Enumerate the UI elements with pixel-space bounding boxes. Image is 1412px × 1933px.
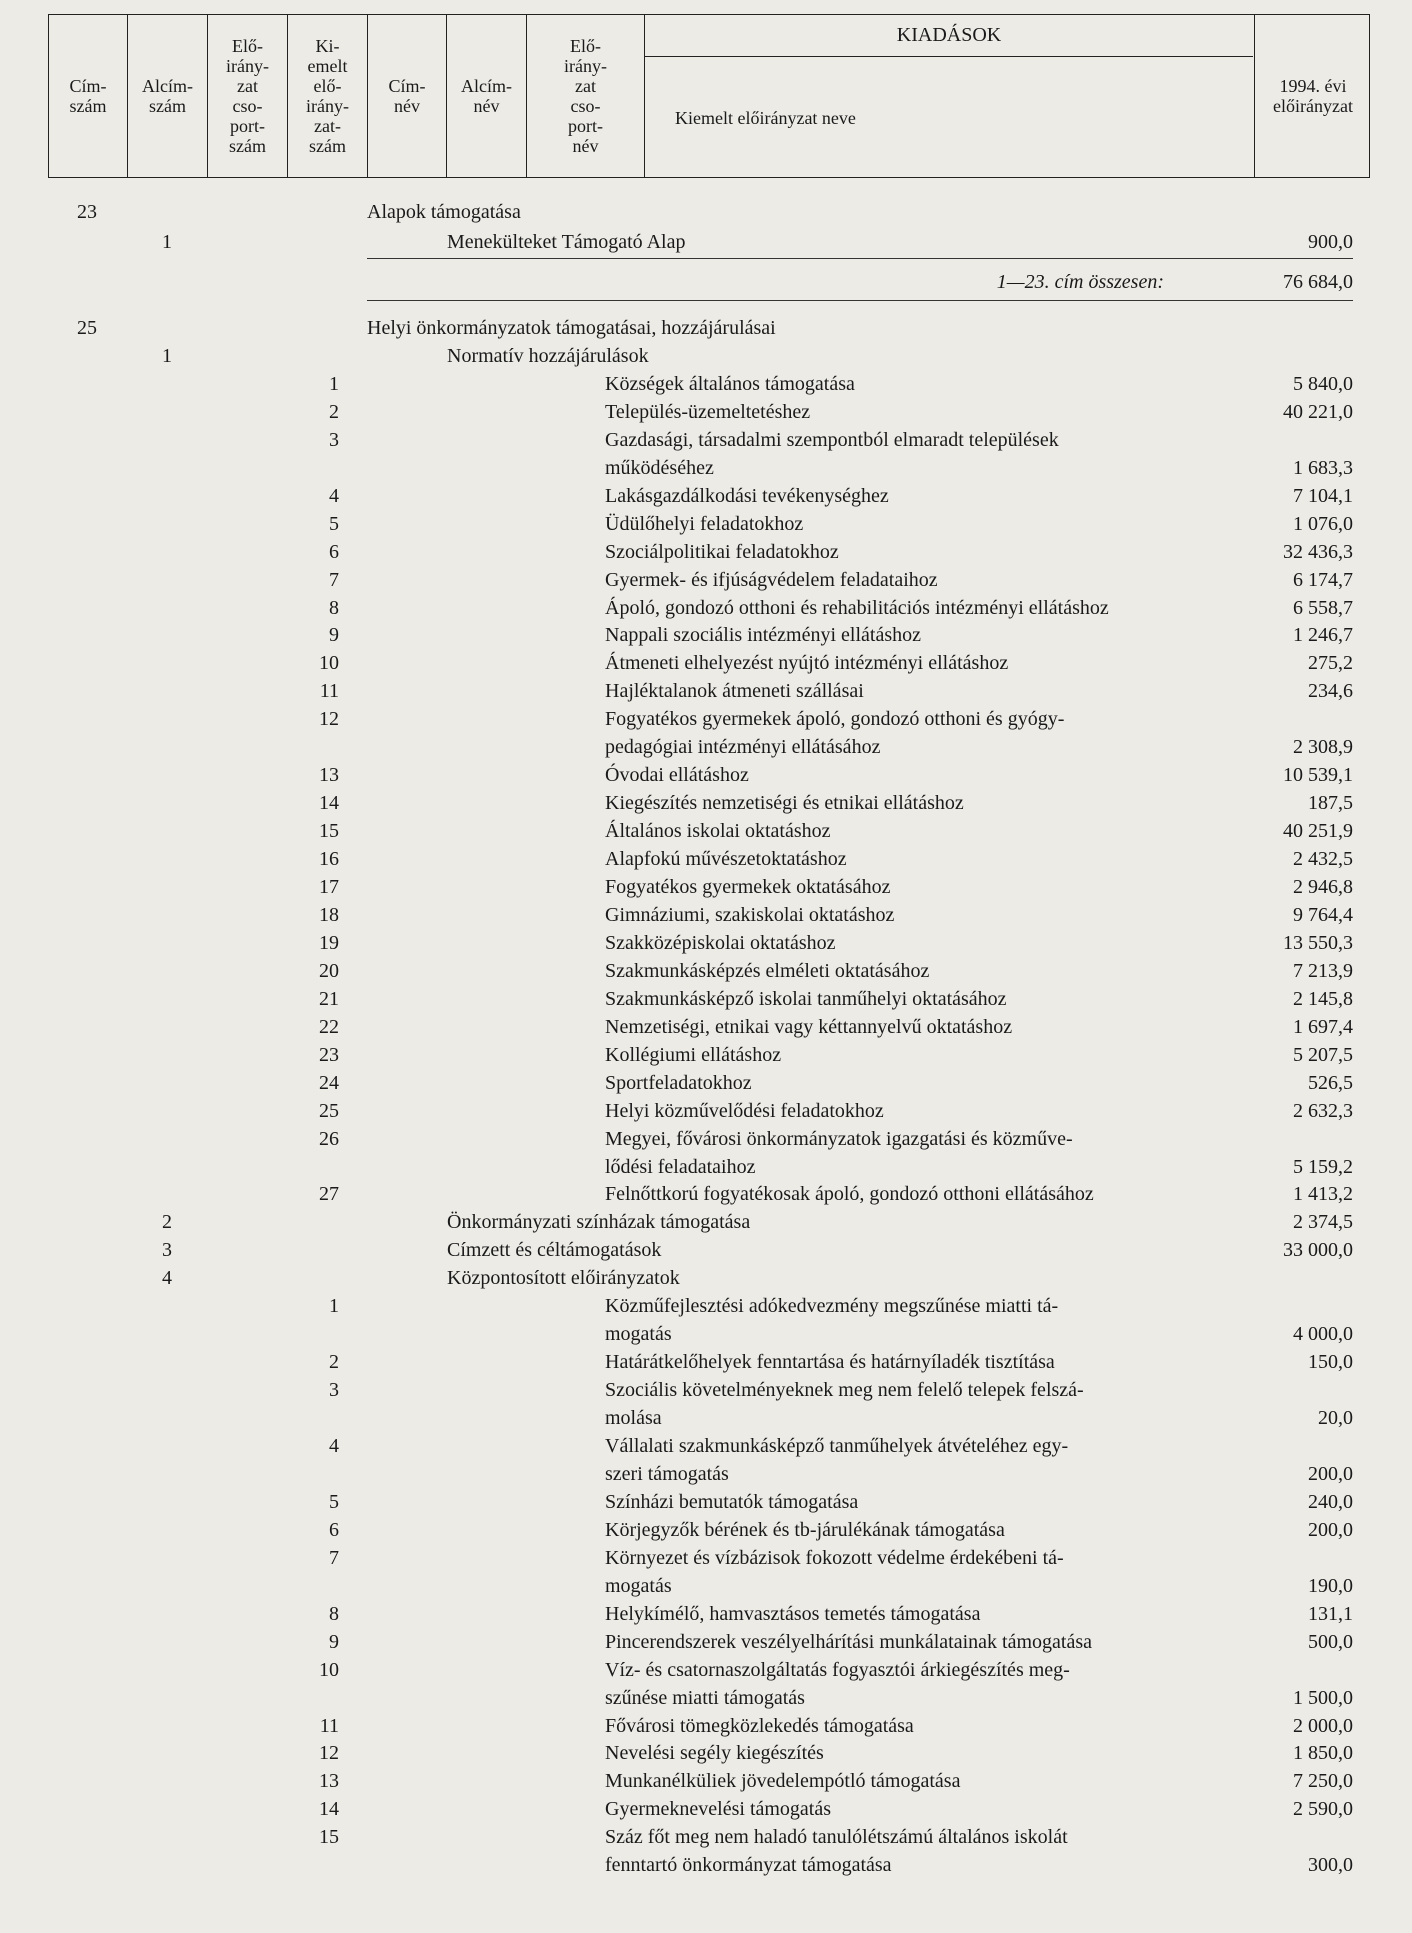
- table-row: [0, 566, 1412, 594]
- table-row: [0, 1516, 1412, 1544]
- table-row: [0, 1348, 1412, 1376]
- row-amount: 500,0: [1308, 1630, 1353, 1653]
- header-eloiranyzat-csoport-nev-label: Elő- irány- zat cso- port- név: [564, 36, 607, 156]
- row-amount: 5 840,0: [1293, 372, 1353, 395]
- row-amount: 150,0: [1308, 1351, 1353, 1374]
- row-title: Megyei, fővárosi önkormányzatok igazgatási és közműve-: [605, 1127, 1073, 1150]
- kiemelt-number: 7: [329, 1546, 339, 1569]
- kiemelt-number: 9: [329, 624, 339, 647]
- row-amount: 2 374,5: [1293, 1211, 1353, 1234]
- kiemelt-number: 21: [319, 987, 339, 1010]
- row-amount: 190,0: [1308, 1574, 1353, 1597]
- row-title: Helykímélő, hamvasztásos temetés támogatása: [605, 1602, 981, 1625]
- kiemelt-number: 15: [319, 1826, 339, 1849]
- row-title: Szakközépiskolai oktatáshoz: [605, 931, 836, 954]
- table-row: [0, 1125, 1412, 1153]
- header-alcim-nev-label: Alcím- név: [461, 76, 512, 116]
- table-row: [0, 370, 1412, 398]
- row-title: Szakmunkásképzés elméleti oktatásához: [605, 959, 930, 982]
- table-row: [0, 1320, 1412, 1348]
- kiemelt-number: 10: [319, 652, 339, 675]
- table-row: [0, 1208, 1412, 1236]
- row-title: Színházi bemutatók támogatása: [605, 1490, 859, 1513]
- row-title: Menekülteket Támogató Alap: [447, 231, 686, 253]
- kiemelt-number: 14: [319, 1798, 339, 1821]
- row-title: Munkanélküliek jövedelempótló támogatása: [605, 1770, 961, 1793]
- cim-number: 25: [77, 317, 97, 339]
- table-row: [0, 1684, 1412, 1712]
- row-amount: 2 946,8: [1293, 876, 1353, 898]
- table-row: [0, 538, 1412, 566]
- header-eloiranyzat-csoport-nev: [527, 15, 645, 177]
- row-amount: 187,5: [1308, 792, 1353, 815]
- rule-under-alap: [367, 258, 1353, 259]
- kiemelt-number: 23: [319, 1043, 339, 1066]
- table-row: [0, 398, 1412, 426]
- row-title: Helyi önkormányzatok támogatásai, hozzájárulásai: [367, 317, 776, 339]
- header-kiemelt-eloiranyzat-szam: [288, 15, 368, 177]
- table-row: [0, 426, 1412, 454]
- row-amount: 76 684,0: [1283, 271, 1353, 293]
- row-amount: 1 850,0: [1293, 1742, 1353, 1765]
- table-row: [0, 1544, 1412, 1572]
- kiemelt-number: 24: [319, 1071, 339, 1094]
- table-row: [0, 1153, 1412, 1181]
- row-amount: 40 221,0: [1283, 400, 1353, 423]
- kiemelt-number: 19: [319, 931, 339, 954]
- kiemelt-number: 6: [329, 540, 339, 563]
- row-amount: 10 539,1: [1283, 764, 1353, 787]
- table-row: [0, 198, 1412, 226]
- table-row: [0, 1264, 1412, 1292]
- header-kiadasok: KIADÁSOK: [645, 15, 1253, 57]
- table-row: [0, 1460, 1412, 1488]
- table-row: [0, 761, 1412, 789]
- table-row: [0, 1600, 1412, 1628]
- row-title: Gazdasági, társadalmi szempontból elmaradt települések: [605, 428, 1059, 451]
- table-row: [0, 817, 1412, 845]
- table-row: [0, 1180, 1412, 1208]
- row-title: Szociálpolitikai feladatokhoz: [605, 540, 839, 563]
- row-title: Lakásgazdálkodási tevékenységhez: [605, 484, 889, 507]
- kiemelt-number: 5: [329, 512, 339, 535]
- row-amount: 2 432,5: [1293, 848, 1353, 871]
- row-title: Címzett és céltámogatások: [447, 1239, 662, 1262]
- row-amount: 5 159,2: [1293, 1155, 1353, 1178]
- row-amount: 33 000,0: [1283, 1239, 1353, 1262]
- table-row: [0, 789, 1412, 817]
- kiemelt-number: 7: [329, 568, 339, 591]
- row-amount: 7 104,1: [1293, 484, 1353, 507]
- row-title: Ápoló, gondozó otthoni és rehabilitációs intézményi ellátáshoz: [605, 596, 1109, 619]
- kiemelt-number: 8: [329, 596, 339, 619]
- row-amount: 300,0: [1308, 1854, 1353, 1877]
- table-row: [0, 1041, 1412, 1069]
- row-title: mogatás: [605, 1574, 672, 1597]
- row-amount: 1 076,0: [1293, 512, 1353, 535]
- kiemelt-number: 3: [329, 428, 339, 451]
- row-title: Alapfokú művészetoktatáshoz: [605, 848, 847, 871]
- kiemelt-number: 22: [319, 1015, 339, 1038]
- row-amount: 131,1: [1308, 1602, 1353, 1625]
- table-row: [0, 342, 1412, 370]
- kiemelt-number: 8: [329, 1602, 339, 1625]
- table-row: [0, 733, 1412, 761]
- table-row: [0, 314, 1412, 342]
- row-amount: 32 436,3: [1283, 540, 1353, 563]
- row-amount: 6 174,7: [1293, 568, 1353, 591]
- kiemelt-number: 16: [319, 848, 339, 871]
- table-row: [0, 1712, 1412, 1740]
- kiemelt-number: 3: [329, 1379, 339, 1402]
- cim-number: 23: [77, 201, 97, 223]
- alcim-number: 1: [162, 344, 172, 367]
- row-amount: 1 246,7: [1293, 624, 1353, 647]
- table-row: [0, 1656, 1412, 1684]
- kiemelt-number: 15: [319, 820, 339, 843]
- kiemelt-number: 18: [319, 903, 339, 926]
- row-title: Községek általános támogatása: [605, 372, 855, 395]
- row-amount: 13 550,3: [1283, 931, 1353, 954]
- header-eloiranyzat-1994: [1254, 15, 1371, 177]
- row-amount: 275,2: [1308, 652, 1353, 675]
- row-title: Közműfejlesztési adókedvezmény megszűnése miatti tá-: [605, 1295, 1059, 1318]
- table-row: [0, 1572, 1412, 1600]
- row-title: Alapok támogatása: [367, 201, 521, 223]
- header-kiemelt-eloiranyzat-neve: Kiemelt előirányzat neve: [675, 107, 856, 128]
- table-row: [0, 1404, 1412, 1432]
- row-amount: 1 683,3: [1293, 456, 1353, 479]
- table-row: [0, 1795, 1412, 1823]
- table-row: [0, 482, 1412, 510]
- header-cim-szam-label: Cím- szám: [69, 76, 107, 116]
- row-amount: 200,0: [1308, 1462, 1353, 1485]
- header-eloiranyzat-csoport-szam-label: Elő- irány- zat cso- port- szám: [226, 36, 269, 156]
- row-title: Kollégiumi ellátáshoz: [605, 1043, 782, 1066]
- table-header: [48, 14, 1370, 178]
- table-row: [0, 1628, 1412, 1656]
- alcim-number: 4: [162, 1267, 172, 1290]
- row-amount: 20,0: [1318, 1407, 1353, 1430]
- row-amount: 4 000,0: [1293, 1323, 1353, 1346]
- row-title: Kiegészítés nemzetiségi és etnikai ellátáshoz: [605, 792, 964, 815]
- row-title: Nappali szociális intézményi ellátáshoz: [605, 624, 921, 647]
- row-amount: 1 697,4: [1293, 1015, 1353, 1038]
- kiemelt-number: 26: [319, 1127, 339, 1150]
- table-row: [0, 985, 1412, 1013]
- row-title: Szakmunkásképző iskolai tanműhelyi oktatásához: [605, 987, 1007, 1010]
- kiemelt-number: 9: [329, 1630, 339, 1653]
- row-title: Fogyatékos gyermekek ápoló, gondozó otthoni és gyógy-: [605, 708, 1065, 731]
- kiemelt-number: 2: [329, 1351, 339, 1374]
- row-title: Központosított előirányzatok: [447, 1267, 680, 1290]
- alcim-number: 3: [162, 1239, 172, 1262]
- header-eloiranyzat-1994-label: 1994. évi előirányzat: [1273, 76, 1353, 116]
- rule-under-total: [367, 300, 1353, 301]
- row-amount: 200,0: [1308, 1518, 1353, 1541]
- kiemelt-number: 27: [319, 1183, 339, 1206]
- row-title: lődési feladataihoz: [605, 1155, 756, 1178]
- kiemelt-number: 17: [319, 876, 339, 898]
- header-alcim-nev: [447, 15, 527, 177]
- alcim-number: 2: [162, 1211, 172, 1234]
- row-amount: 2 308,9: [1293, 736, 1353, 759]
- table-row: [0, 901, 1412, 929]
- row-title: Száz főt meg nem haladó tanulólétszámú általános iskolát: [605, 1826, 1068, 1849]
- kiemelt-number: 2: [329, 400, 339, 423]
- table-row: [0, 1013, 1412, 1041]
- row-title: Település-üzemeltetéshez: [605, 400, 811, 423]
- kiemelt-number: 25: [319, 1099, 339, 1122]
- row-title: szűnése miatti támogatás: [605, 1686, 805, 1709]
- row-amount: 1 413,2: [1293, 1183, 1353, 1206]
- row-title: pedagógiai intézményi ellátásához: [605, 736, 881, 759]
- row-title: Nevelési segély kiegészítés: [605, 1742, 824, 1765]
- row-amount: 7 250,0: [1293, 1770, 1353, 1793]
- row-title: működéséhez: [605, 456, 714, 479]
- row-title: Fővárosi tömegközlekedés támogatása: [605, 1714, 914, 1737]
- table-row: [0, 1069, 1412, 1097]
- header-eloiranyzat-csoport-szam: [208, 15, 288, 177]
- row-amount: 40 251,9: [1283, 820, 1353, 843]
- row-title: Szociális követelményeknek meg nem felelő telepek felszá-: [605, 1379, 1084, 1402]
- table-row: [0, 1739, 1412, 1767]
- table-row: [0, 1851, 1412, 1879]
- row-title: Gimnáziumi, szakiskolai oktatáshoz: [605, 903, 895, 926]
- table-row: [0, 1432, 1412, 1460]
- header-alcim-szam-label: Alcím- szám: [142, 76, 193, 116]
- row-amount: 2 145,8: [1293, 987, 1353, 1010]
- table-row: [0, 1488, 1412, 1516]
- table-row: [0, 649, 1412, 677]
- row-title: Üdülőhelyi feladatokhoz: [605, 512, 804, 535]
- table-row: [0, 228, 1412, 256]
- table-row: [0, 845, 1412, 873]
- row-amount: 1 500,0: [1293, 1686, 1353, 1709]
- table-row: [0, 705, 1412, 733]
- table-row: [0, 1236, 1412, 1264]
- row-title: Víz- és csatornaszolgáltatás fogyasztói árkiegészítés meg-: [605, 1658, 1070, 1681]
- kiemelt-number: 14: [319, 792, 339, 815]
- table-row: [0, 873, 1412, 901]
- table-row: [0, 1292, 1412, 1320]
- header-kiemelt-eloiranyzat-szam-label: Ki- emelt elő- irány- zat- szám: [306, 36, 349, 156]
- table-row: [0, 268, 1412, 296]
- row-amount: 9 764,4: [1293, 903, 1353, 926]
- row-title: Határátkelőhelyek fenntartása és határnyíladék tisztítása: [605, 1351, 1055, 1374]
- row-title: Felnőttkorú fogyatékosak ápoló, gondozó otthoni ellátásához: [605, 1183, 1094, 1206]
- kiemelt-number: 5: [329, 1490, 339, 1513]
- kiemelt-number: 6: [329, 1518, 339, 1541]
- table-row: [0, 1823, 1412, 1851]
- row-title: Helyi közművelődési feladatokhoz: [605, 1099, 884, 1122]
- alcim-number: 1: [162, 231, 172, 253]
- row-title: Körjegyzők bérének és tb-járulékának támogatása: [605, 1518, 1005, 1541]
- table-row: [0, 677, 1412, 705]
- row-title: Gyermeknevelési támogatás: [605, 1798, 832, 1821]
- table-row: [0, 594, 1412, 622]
- table-row: [0, 929, 1412, 957]
- kiemelt-number: 12: [319, 708, 339, 731]
- row-title: Gyermek- és ifjúságvédelem feladataihoz: [605, 568, 938, 591]
- kiemelt-number: 12: [319, 1742, 339, 1765]
- table-row: [0, 1767, 1412, 1795]
- row-title: Nemzetiségi, etnikai vagy kéttannyelvű oktatáshoz: [605, 1015, 1013, 1038]
- table-row: [0, 957, 1412, 985]
- kiemelt-number: 11: [319, 1714, 339, 1737]
- row-title: Fogyatékos gyermekek oktatásához: [605, 876, 891, 898]
- row-amount: 234,6: [1308, 680, 1353, 703]
- kiemelt-number: 4: [329, 484, 339, 507]
- kiemelt-number: 1: [329, 372, 339, 395]
- row-amount: 5 207,5: [1293, 1043, 1353, 1066]
- row-title: 1—23. cím összesen:: [996, 271, 1164, 293]
- table-row: [0, 1097, 1412, 1125]
- row-title: Óvodai ellátáshoz: [605, 764, 749, 787]
- row-title: Vállalati szakmunkásképző tanműhelyek átvételéhez egy-: [605, 1435, 1069, 1457]
- row-title: Sportfeladatokhoz: [605, 1071, 752, 1094]
- header-cim-nev: [368, 15, 447, 177]
- kiemelt-number: 11: [319, 680, 339, 703]
- table-row: [0, 1376, 1412, 1404]
- row-amount: 900,0: [1308, 231, 1353, 253]
- row-title: Pincerendszerek veszélyelhárítási munkálatainak támogatása: [605, 1630, 1093, 1653]
- table-row: [0, 510, 1412, 538]
- header-alcim-szam: [128, 15, 208, 177]
- row-amount: 6 558,7: [1293, 596, 1353, 619]
- row-title: mogatás: [605, 1323, 672, 1346]
- row-title: Önkormányzati színházak támogatása: [447, 1211, 751, 1234]
- table-row: [0, 454, 1412, 482]
- header-cim-szam: [49, 15, 128, 177]
- row-title: Általános iskolai oktatáshoz: [605, 820, 831, 843]
- kiemelt-number: 13: [319, 764, 339, 787]
- kiemelt-number: 20: [319, 959, 339, 982]
- row-amount: 2 632,3: [1293, 1099, 1353, 1122]
- table-row: [0, 621, 1412, 649]
- row-amount: 2 000,0: [1293, 1714, 1353, 1737]
- kiemelt-number: 13: [319, 1770, 339, 1793]
- row-title: Átmeneti elhelyezést nyújtó intézményi ellátáshoz: [605, 652, 1009, 675]
- row-amount: 240,0: [1308, 1490, 1353, 1513]
- row-title: Környezet és vízbázisok fokozott védelme érdekébeni tá-: [605, 1546, 1064, 1569]
- kiemelt-number: 10: [319, 1658, 339, 1681]
- kiemelt-number: 1: [329, 1295, 339, 1318]
- row-amount: 526,5: [1308, 1071, 1353, 1094]
- row-title: Normatív hozzájárulások: [447, 344, 649, 367]
- row-title: fenntartó önkormányzat támogatása: [605, 1854, 892, 1877]
- kiemelt-number: 4: [329, 1435, 339, 1457]
- row-amount: 7 213,9: [1293, 959, 1353, 982]
- row-title: szeri támogatás: [605, 1462, 729, 1485]
- row-title: molása: [605, 1407, 662, 1430]
- row-amount: 2 590,0: [1293, 1798, 1353, 1821]
- header-cim-nev-label: Cím- név: [388, 76, 426, 116]
- row-title: Hajléktalanok átmeneti szállásai: [605, 680, 864, 703]
